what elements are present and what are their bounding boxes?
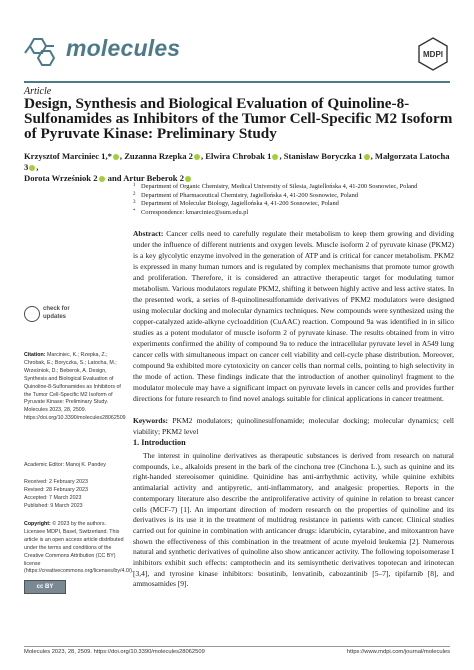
author-boryczka[interactable]: , Stanisław Boryczka 1 bbox=[279, 151, 363, 161]
editor-label: Academic Editor: bbox=[24, 462, 65, 468]
keywords-label: Keywords: bbox=[133, 416, 168, 425]
date-received: Received: 2 February 2023 bbox=[24, 479, 88, 485]
orcid-icon[interactable] bbox=[29, 165, 35, 171]
check-updates-line1: check for bbox=[43, 306, 70, 312]
author-marciniec[interactable]: Krzysztof Marciniec 1,* bbox=[24, 151, 112, 161]
footer-citation[interactable]: Molecules 2023, 28, 2509. https://doi.org/10.3390/molecules28062509 bbox=[24, 649, 205, 655]
author-list: Krzysztof Marciniec 1,* , Zuzanna Rzepka 2 , Elwira Chrobak 1 , Stanisław Boryczka 1 , Małgorzata Latocha 3 , Dorota Wrześniok 2 and Artur Beberok 2 bbox=[24, 151, 450, 183]
journal-logo-icon bbox=[24, 37, 60, 67]
author-latocha[interactable]: , Małgorzata Latocha 3 bbox=[24, 151, 450, 172]
abstract-text: Cancer cells need to carefully regulate their metabolism to keep them growing and dividing under the influence of different nutrients and oxygen levels. Muscle isoform 2 of pyruvate kinase (PKM2) is a key glycolytic enzyme involved in the generation of ATP and is critical for cancer metabolism. PKM2 is expressed in many human tumors and is regulated by complex mechanisms that promote tumor growth and proliferation. Therefore, it is considered an attractive therapeutic target for modulating tumor metabolism. Various modulators regulate PKM2, shifting it between highly active and less active states. In the presented work, a series of 8-quinolinesulfonamide derivatives of PKM2 modulators were designed using molecular docking and molecular dynamics techniques. New compounds were synthesized using the copper-catalyzed azide-alkyne cycloaddition (CuAAC) reaction. Compound 9a was identified in in silico studies as a potent modulator of muscle isoform 2 of pyruvate kinase. The results obtained from in vitro experiments confirmed the ability of compound 9a to reduce the intracellular pyruvate level in A549 lung cancer cells with simultaneous impact on cancer cell viability and cell-cycle phase distribution. Moreover, compound 9a exhibited more cytotoxicity on cancer cells than normal cells, pointing to high selectivity in the mode of action. These findings indicate that the introduction of another quinolinyl fragment to the modulator molecule may have a significant impact on pyruvate levels in cancer cells and provides further directions for future research to find novel analogs suitable for clinical applications in cancer treatment. bbox=[133, 229, 454, 403]
affiliation-item: 3 Department of Molecular Biology, Jagiellońska 4, 41-200 Sosnowiec, Poland bbox=[133, 200, 339, 208]
header-divider bbox=[24, 81, 450, 83]
orcid-icon[interactable] bbox=[99, 176, 105, 182]
mdpi-logo-text: MDPI bbox=[423, 50, 443, 59]
citation-text[interactable]: Marciniec, K.; Rzepka, Z.; Chrobak, E.; Boryczka, S.; Latocha, M.; Wrześniok, D.; Beberok, A. Design, Synthesis and Biological Evaluation of Quinoline-8-Sulfonamides as Inhibitors of the Tumor Cell-Specific M2 Isoform of Pyruvate Kinase: Preliminary Study. Molecules 2023, 28, 2509. https://doi.org/10.3390/molecules28062509 bbox=[24, 352, 126, 422]
date-revised: Revised: 28 February 2023 bbox=[24, 486, 88, 493]
author-chrobak[interactable]: , Elwira Chrobak 1 bbox=[200, 151, 272, 161]
abstract-label: Abstract: bbox=[133, 229, 164, 238]
journal-name[interactable]: molecules bbox=[66, 35, 181, 61]
citation-block bbox=[24, 352, 128, 423]
article-title: Design, Synthesis and Biological Evaluation of Quinoline-8-Sulfonamides as Inhibitors of the Tumor Cell-Specific M2 Isoform of Pyruvate Kinase: Preliminary Study bbox=[24, 95, 453, 143]
date-published: Published: 9 March 2023 bbox=[24, 502, 83, 509]
section-heading-introduction: 1. Introduction bbox=[133, 438, 186, 447]
affiliation-item: 2 Department of Pharmaceutical Chemistry, Jagiellońska 4, 41-200 Sosnowiec, Poland bbox=[133, 191, 358, 199]
abstract bbox=[133, 228, 454, 404]
article-type: Article bbox=[24, 86, 52, 97]
copyright-text: © 2023 by the authors. Licensee MDPI, Basel, Switzerland. This article is an open access article distributed under the terms and conditions of the Creative Commons Attribution (CC BY) license (https://creativecommons.org/licenses/by/4.0/). bbox=[24, 521, 134, 575]
copyright-block bbox=[24, 521, 134, 576]
author-rzepka[interactable]: , Zuzanna Rzepka 2 bbox=[119, 151, 193, 161]
author-wrzesniok[interactable]: Dorota Wrześniok 2 bbox=[24, 173, 98, 183]
orcid-icon[interactable] bbox=[272, 154, 278, 160]
date-accepted: Accepted: 7 March 2023 bbox=[24, 494, 82, 501]
footer-journal-url[interactable]: https://www.mdpi.com/journal/molecules bbox=[346, 649, 450, 655]
affiliations bbox=[133, 183, 454, 218]
orcid-icon[interactable] bbox=[113, 154, 119, 160]
footer-divider bbox=[24, 646, 450, 647]
keywords-text: PKM2 modulators; quinolinesulfonamide; molecular docking; molecular dynamics; cell viability; PKM2 level bbox=[133, 416, 455, 436]
check-updates-line2: updates bbox=[43, 313, 67, 320]
check-for-updates-icon[interactable] bbox=[24, 306, 40, 322]
academic-editor bbox=[24, 462, 128, 470]
affiliation-item: 1 Department of Organic Chemistry, Medical University of Silesia, Jagiellońska 4, 41-200 Sosnowiec, Poland bbox=[133, 183, 418, 190]
orcid-icon[interactable] bbox=[364, 154, 370, 160]
author-beberok[interactable]: and Artur Beberok 2 bbox=[105, 173, 184, 183]
check-for-updates-link[interactable] bbox=[43, 306, 70, 321]
creative-commons-logo-icon[interactable]: cc BY bbox=[24, 580, 66, 594]
correspondence[interactable]: * Correspondence: kmarciniec@sum.edu.pl bbox=[133, 209, 249, 217]
editor-name: Manoj K. Pandey bbox=[65, 462, 106, 468]
citation-label: Citation: bbox=[24, 352, 46, 358]
orcid-icon[interactable] bbox=[194, 154, 200, 160]
introduction-text: The interest in quinoline derivatives as therapeutic substances is derived from research on natural compounds, i.e., alkaloids present in the bark of the cinchona tree (Cinchona L.), such as quinine and its right-handed stereoisomer quinidine. Quinidine has anti-arrhythmic activity, while quinine exhibits antimalarial activity and antipyretic, anti-inflammatory, and analgesic properties. Reports in the contemporary literature also describe the antiproliferative activity of quinine in relation to breast cancer cells (MCF-7) [1]. An important direction of modern research on the properties of quinoline and its derivatives is its use it in the treatment of multidrug resistance in patients with cancer. Clinical studies carried out for quinine in combination with anticancer drugs: idarubicin, cytarabine, and mitoxantron have shown the effectiveness of this combination in the treatment of acute myeloid leukemia [2]. Numerous natural and synthetic derivatives of quinoline also show anticancer activity. The following topoisomerase I inhibitors exhibit such effects: camptothecin and its semisynthetic derivatives topotecan and irinotecan [3,4], and tyrosine kinase inhibitors: bosutinib, lenvatinib, cabozantinib [5–7], tipifarnib [8], and ammosamides [9]. bbox=[133, 451, 454, 589]
mdpi-logo-icon[interactable] bbox=[416, 37, 450, 71]
orcid-icon[interactable] bbox=[185, 176, 191, 182]
copyright-label: Copyright: bbox=[24, 521, 51, 527]
publication-dates bbox=[24, 479, 128, 511]
keywords bbox=[133, 415, 454, 437]
